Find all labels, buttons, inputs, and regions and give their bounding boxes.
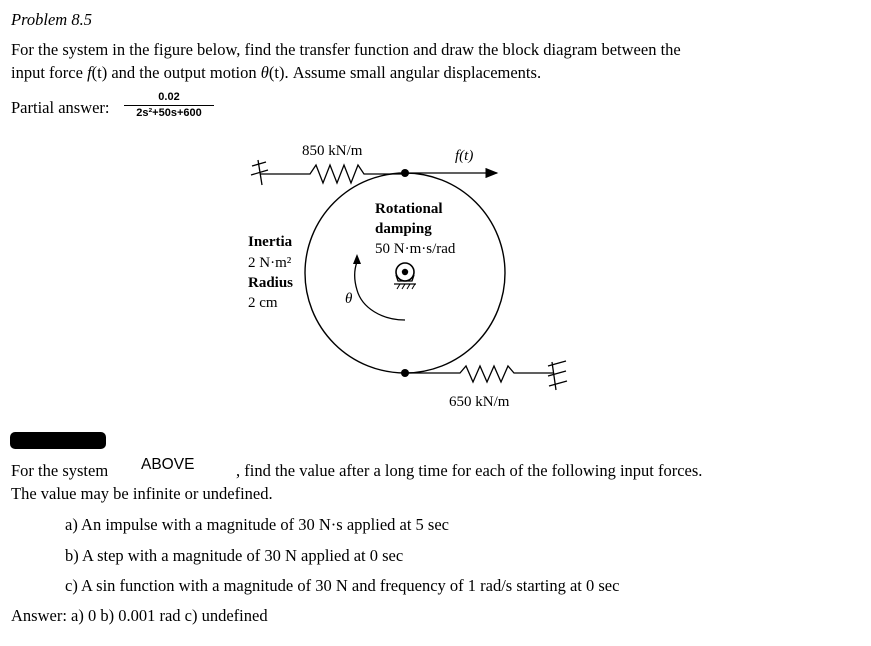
top-wall-ground — [251, 160, 300, 185]
force-label: f(t) — [455, 148, 474, 164]
theta-label: θ — [345, 291, 353, 307]
theta-arc — [355, 262, 405, 320]
pivot-icon — [394, 263, 416, 289]
problem-title: Problem 8.5 — [11, 10, 92, 29]
partial-answer-label: Partial answer: — [11, 98, 110, 117]
radius-value: 2 cm — [248, 295, 278, 311]
question-part-c: c) A sin function with a magnitude of 30 N and frequency of 1 rad/s starting at 0 sec — [65, 576, 620, 595]
spring-bottom-label: 650 kN/m — [449, 394, 510, 410]
problem-statement-line1: For the system in the figure below, find the transfer function and draw the block diagram between the — [11, 40, 681, 59]
problem-statement-line2: input force f(t) and the output motion θ(t). Assume small angular displacements. — [11, 63, 542, 82]
bottom-spring — [405, 366, 553, 382]
fraction-denominator: 2s²+50s+600 — [136, 107, 202, 119]
question-insert-text: ABOVE — [141, 456, 195, 473]
answer-line: Answer: a) 0 b) 0.001 rad c) undefined — [11, 606, 268, 625]
spring-top-label: 850 kN/m — [302, 143, 363, 159]
top-spring — [300, 165, 404, 183]
radius-label: Radius — [248, 275, 294, 291]
question-line1-end: , find the value after a long time for each of the following input forces. — [236, 461, 703, 480]
redaction-bar — [10, 432, 106, 449]
inertia-value: 2 N·m² — [248, 255, 292, 271]
damping-label-line1: Rotational — [375, 201, 443, 217]
inertia-label: Inertia — [248, 234, 293, 250]
damping-value: 50 N·m·s/rad — [375, 241, 456, 257]
question-part-b: b) A step with a magnitude of 30 N applied at 0 sec — [65, 546, 404, 565]
question-part-a: a) An impulse with a magnitude of 30 N·s applied at 5 sec — [65, 515, 449, 534]
fraction-numerator: 0.02 — [158, 91, 180, 103]
question-line2: The value may be infinite or undefined. — [11, 484, 273, 503]
damping-label-line2: damping — [375, 221, 432, 237]
question-line1-start: For the system — [11, 461, 109, 480]
theta-arrowhead — [353, 254, 361, 264]
bottom-wall-ground — [548, 361, 567, 390]
